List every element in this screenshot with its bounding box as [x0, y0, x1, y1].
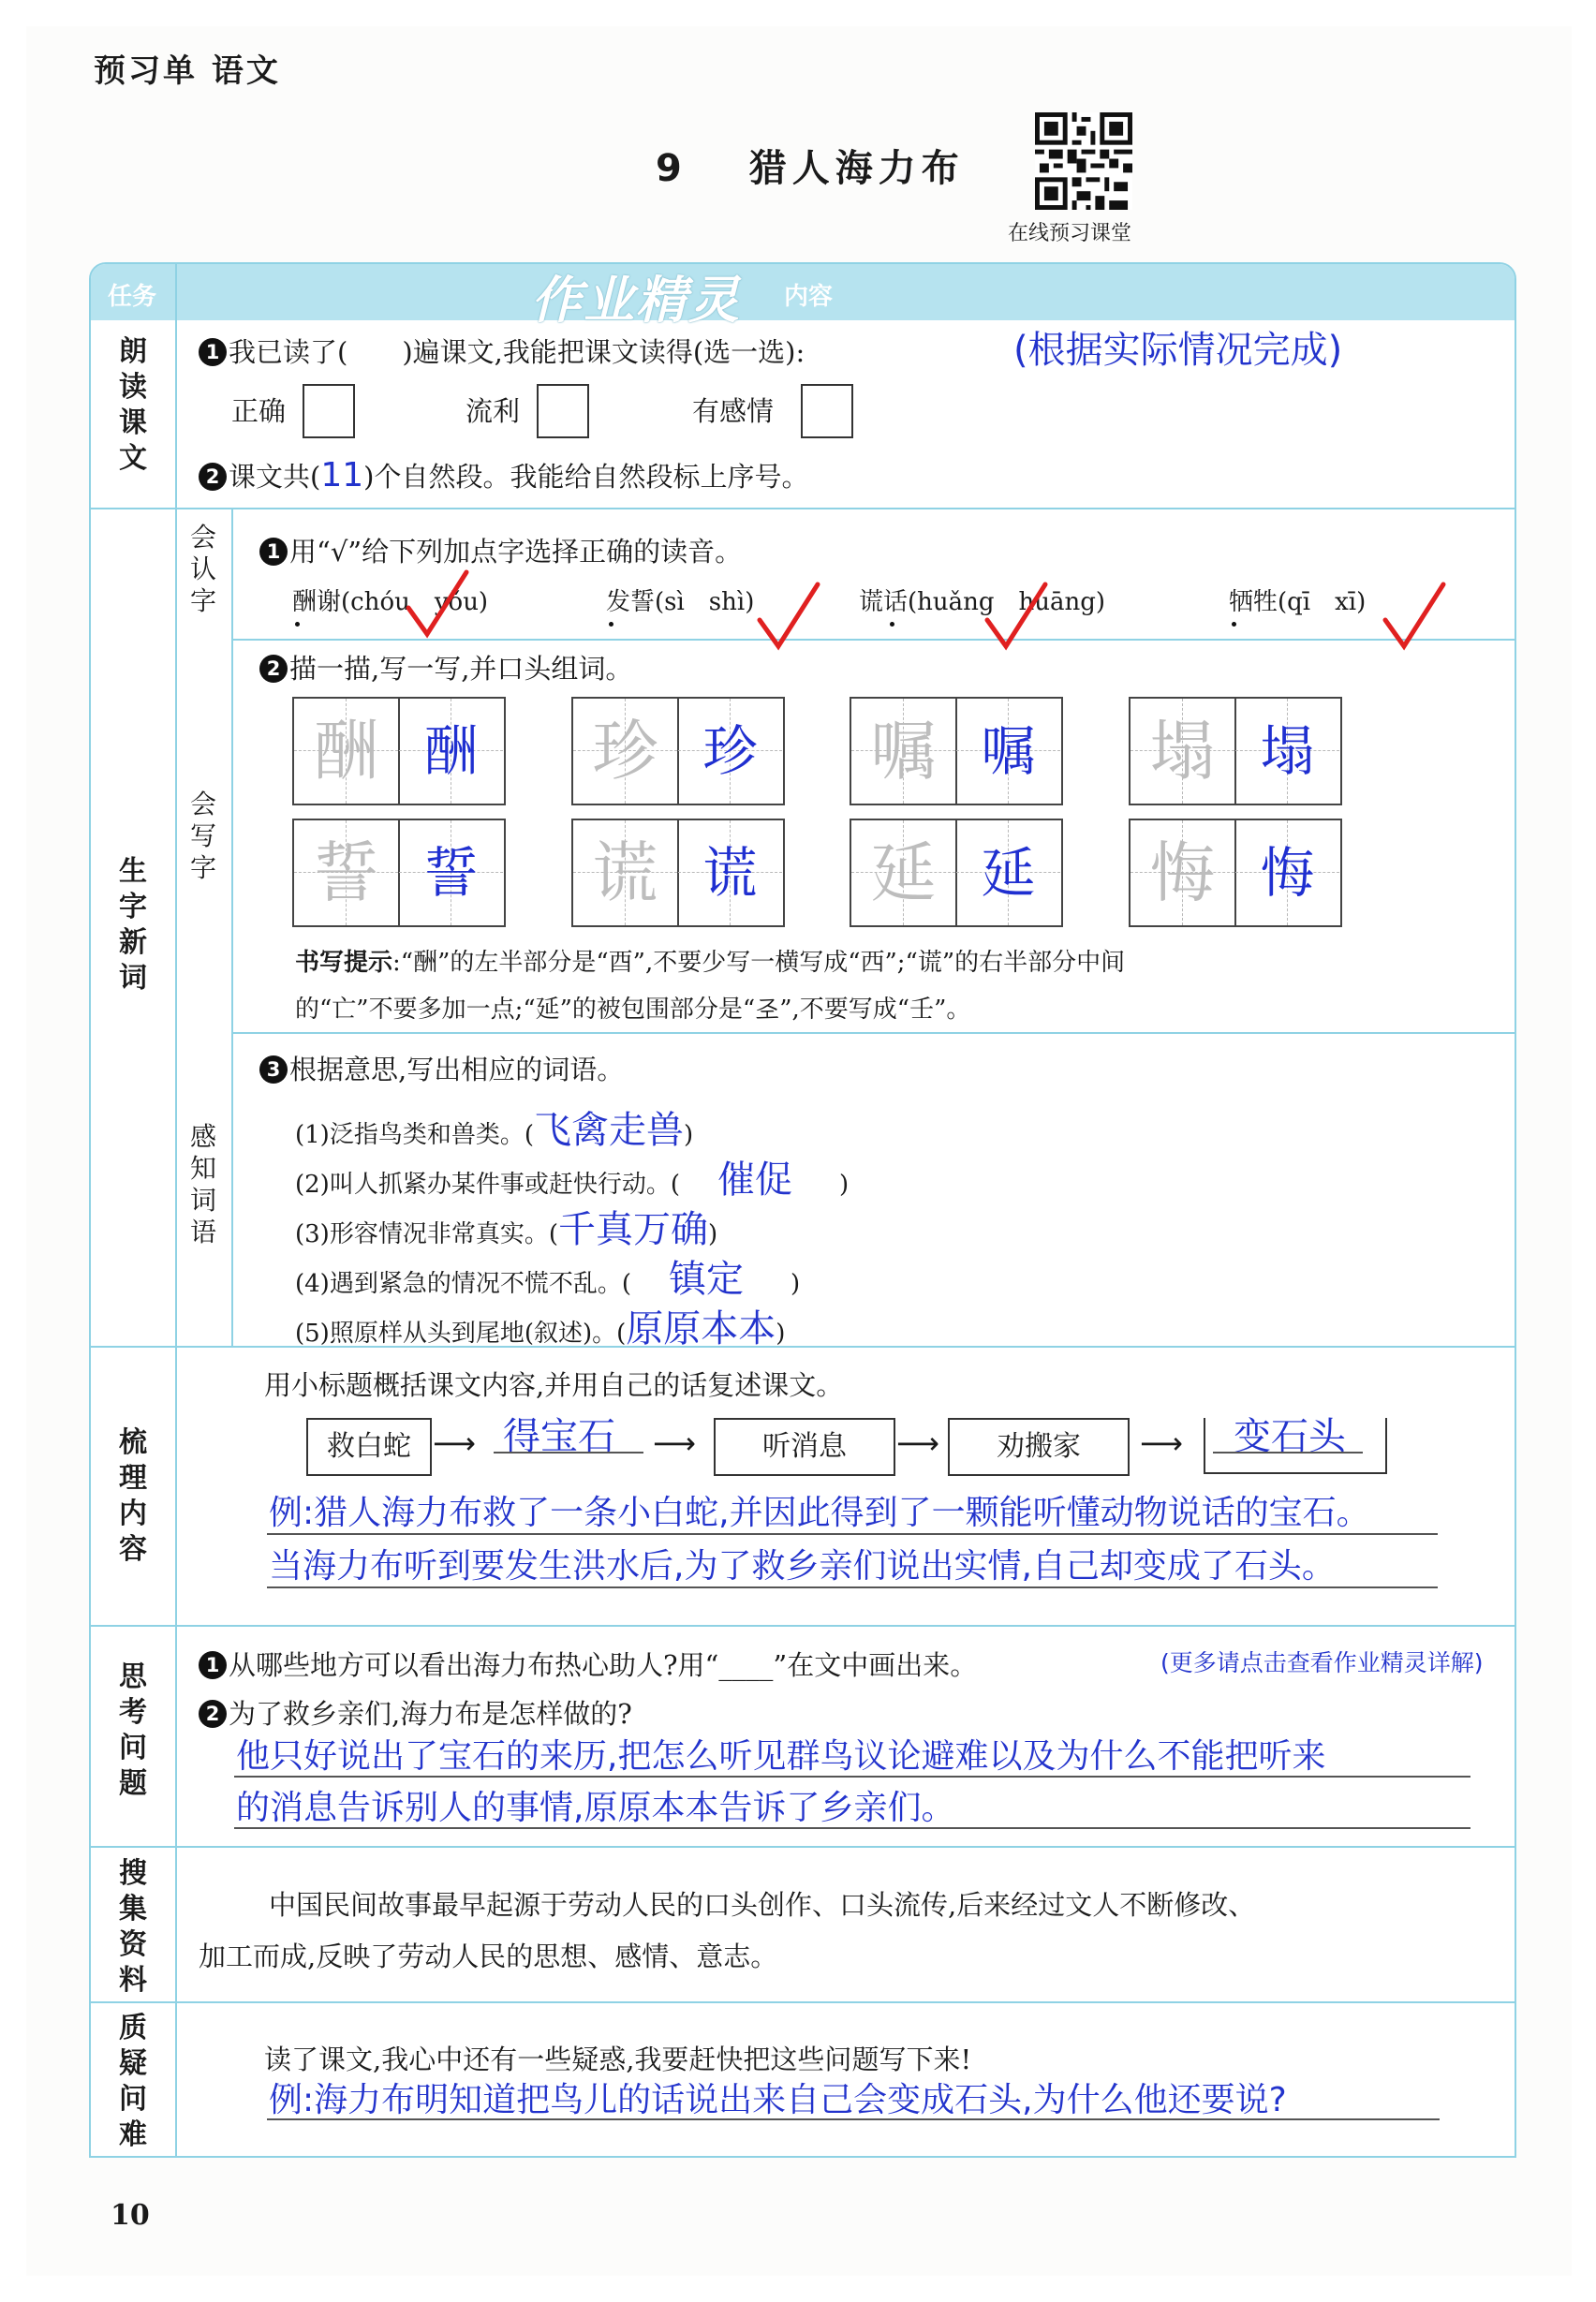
option-fluent: 流利: [466, 395, 521, 427]
lesson-title: [656, 139, 965, 192]
label-sense: 感知词语: [189, 1121, 216, 1247]
reading-q1: 1 我已读了( )遍课文,我能把课文读得(选一选):: [199, 332, 805, 370]
circled-number-1: 1: [199, 338, 227, 366]
sense-item-1: (1)泛指鸟类和兽类。(飞禽走兽): [295, 1109, 694, 1152]
recognize-question: 1 用“√”给下列加点字选择正确的读音。: [259, 531, 742, 569]
table-header: [91, 264, 1515, 330]
write-question: 2 描一描,写一写,并口头组词。: [259, 648, 632, 686]
char-grid-8: 悔 悔: [1129, 819, 1342, 927]
flow-step-1: 救白蛇: [306, 1418, 432, 1476]
reading-q2: 2 课文共(11)个自然段。我能给自然段标上序号。: [199, 456, 808, 494]
label-write: 会写字: [189, 789, 216, 883]
sense-question: 3 根据意思,写出相应的词语。: [259, 1049, 624, 1087]
label-collect: 搜集资料: [119, 1857, 147, 1997]
label-new-words: 生字新词: [119, 855, 147, 995]
think-q2: 2 为了救乡亲们,海力布是怎样做的?: [199, 1693, 632, 1732]
sense-answer-3: 千真万确: [557, 1208, 708, 1251]
label-sort: 梳理内容: [119, 1426, 147, 1566]
option-emotion: 有感情: [692, 395, 775, 427]
writing-tip-line1: 书写提示:“酬”的左半部分是“酉”,不要少写一横写成“西”;“谎”的右半部分中间: [295, 949, 1126, 977]
flow-step-3: 听消息: [714, 1418, 895, 1476]
page-number: 10: [111, 2199, 150, 2232]
recognize-item-3: 谎话(huǎng huāng): [859, 588, 1106, 616]
sense-answer-1: 飞禽走兽: [533, 1109, 684, 1152]
checkbox-fluent[interactable]: [537, 384, 589, 438]
char-grid-3: 嘱 嘱: [850, 697, 1063, 805]
sort-answer-line2: 当海力布听到要发生洪水后,为了救乡亲们说出实情,自己却变成了石头。: [269, 1547, 1336, 1586]
paragraph-count-answer: 11: [320, 456, 364, 494]
label-think: 思考问题: [119, 1660, 147, 1800]
char-grid-1: 酬 酬: [292, 697, 506, 805]
char-grid-4: 塌 塌: [1129, 697, 1342, 805]
collect-line1: 中国民间故事最早起源于劳动人民的口头创作、口头流传,后来经过文人不断修改、: [269, 1889, 1256, 1921]
arrow-icon: ⟶: [433, 1425, 476, 1461]
think-answer-line1: 他只好说出了宝石的来历,把怎么听见群鸟议论避难以及为什么不能把听来: [236, 1737, 1326, 1776]
sense-answer-4: 镇定: [668, 1258, 744, 1301]
sense-answer-5: 原原本本: [626, 1307, 776, 1350]
question-line1: 读了课文,我心中还有一些疑惑,我要赶快把这些问题写下来!: [264, 2044, 972, 2075]
char-grid-7: 延 延: [850, 819, 1063, 927]
label-question: 质疑问难: [119, 2012, 147, 2151]
arrow-icon: ⟶: [1140, 1425, 1183, 1461]
flow-step-4: 劝搬家: [948, 1418, 1130, 1476]
think-q1: 1 从哪些地方可以看出海力布热心助人?用“____”在文中画出来。: [199, 1645, 977, 1683]
qr-caption: 在线预习课堂: [1008, 222, 1132, 245]
sense-item-4: (4)遇到紧急的情况不慌不乱。( 镇定 ): [295, 1258, 801, 1301]
char-grid-6: 谎 谎: [571, 819, 785, 927]
option-correct: 正确: [231, 395, 287, 427]
label-reading: 朗读课文: [119, 335, 147, 475]
sense-answer-2: 催促: [717, 1158, 792, 1202]
question-answer: 例:海力布明知道把鸟儿的话说出来自己会变成石头,为什么他还要说?: [269, 2081, 1287, 2119]
char-grid-2: 珍 珍: [571, 697, 785, 805]
checkbox-emotion[interactable]: [801, 384, 853, 438]
sort-answer-line1: 例:猎人海力布救了一条小白蛇,并因此得到了一颗能听懂动物说话的宝石。: [269, 1494, 1370, 1532]
circled-number-2: 2: [199, 1700, 227, 1728]
watermark: 作业精灵: [531, 271, 741, 330]
recognize-item-2: 发誓(sì shì): [606, 588, 755, 616]
circled-number-3: 3: [259, 1055, 288, 1084]
lesson-number: 9: [656, 147, 687, 190]
sense-item-3: (3)形容情况非常真实。(千真万确): [295, 1208, 718, 1251]
check-mark-icon: [983, 581, 1049, 651]
lesson-name: 猎人海力布: [748, 147, 965, 190]
reading-q1-answer: (根据实际情况完成): [1013, 329, 1343, 372]
recognize-item-4: 牺牲(qī xī): [1229, 588, 1367, 616]
flow-step-5: 变石头: [1234, 1415, 1346, 1458]
section-header: 预习单 语文: [94, 52, 281, 90]
circled-number-1: 1: [259, 538, 288, 566]
writing-tip-line2: 的“亡”不要多加一点;“延”的被包围部分是“𢀖”,不要写成“壬”。: [295, 996, 971, 1024]
sort-question: 用小标题概括课文内容,并用自己的话复述课文。: [264, 1369, 844, 1401]
arrow-icon: ⟶: [896, 1425, 939, 1461]
check-mark-icon: [1382, 581, 1447, 651]
sense-item-5: (5)照原样从头到尾地(叙述)。(原原本本): [295, 1307, 786, 1350]
check-mark-icon: [756, 581, 821, 651]
circled-number-1: 1: [199, 1651, 227, 1679]
checkbox-correct[interactable]: [303, 384, 355, 438]
header-task: 任务: [108, 283, 157, 311]
circled-number-2: 2: [199, 463, 227, 491]
think-answer-line2: 的消息告诉别人的事情,原原本本告诉了乡亲们。: [236, 1789, 955, 1827]
recognize-item-1: 酬谢(chóu yǒu): [292, 588, 489, 616]
collect-line2: 加工而成,反映了劳动人民的思想、感情、意志。: [199, 1940, 778, 1972]
header-content: 内容: [784, 283, 834, 311]
check-mark-icon: [405, 568, 470, 639]
char-grid-5: 誓 誓: [292, 819, 506, 927]
flow-step-2: 得宝石: [503, 1415, 615, 1458]
arrow-icon: ⟶: [653, 1425, 696, 1461]
circled-number-2: 2: [259, 655, 288, 683]
label-recognize: 会认字: [189, 522, 216, 616]
qr-code-icon[interactable]: [1035, 112, 1132, 210]
sense-item-2: (2)叫人抓紧办某件事或赶快行动。( 催促 ): [295, 1158, 850, 1202]
preview-table: [89, 262, 1516, 2158]
more-detail-link[interactable]: (更多请点击查看作业精灵详解): [1160, 1649, 1484, 1676]
